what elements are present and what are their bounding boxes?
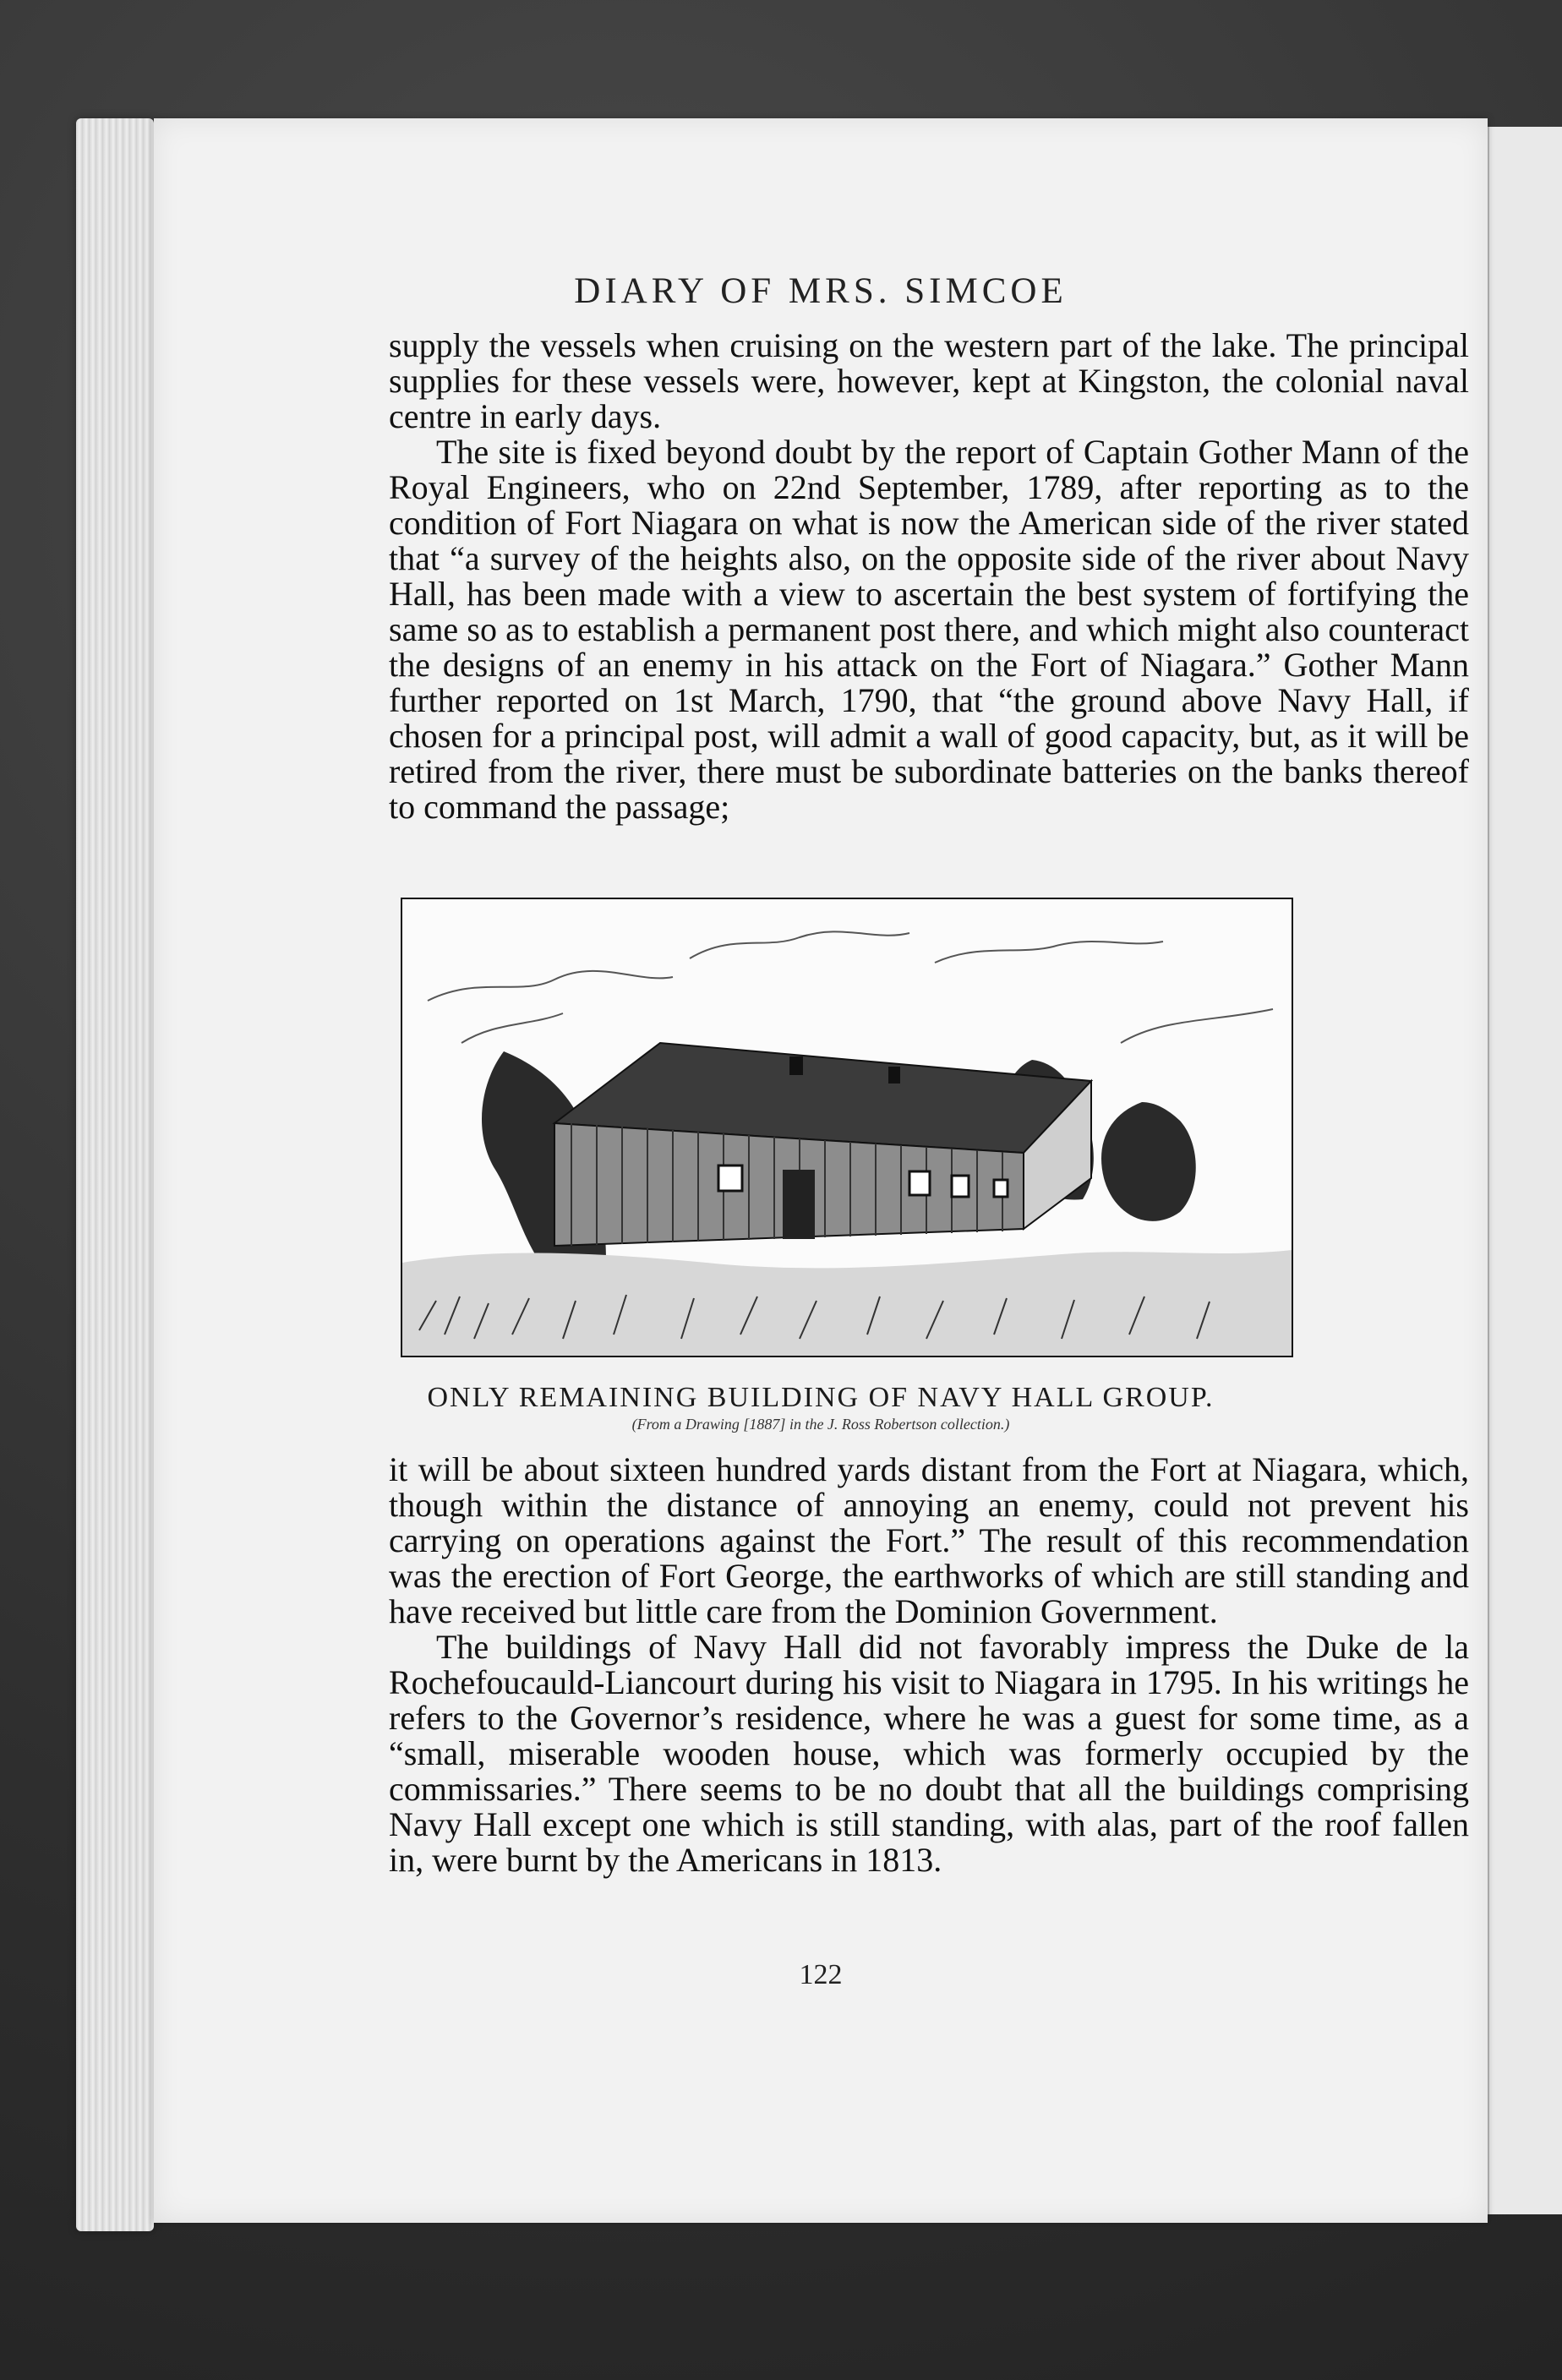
figure-caption: ONLY REMAINING BUILDING OF NAVY HALL GROUP. — [427, 1382, 1215, 1413]
facing-page-edge — [1488, 127, 1562, 2214]
book-page — [154, 118, 1488, 2223]
illustration-navy-hall — [401, 898, 1293, 1357]
text-block-top — [389, 328, 1469, 825]
page-number: 122 — [799, 1959, 843, 1990]
text-block-bottom — [389, 1452, 1469, 1878]
running-head: DIARY OF MRS. SIMCOE — [574, 271, 1068, 311]
paragraph: supply the vessels when cruising on the western part of the lake. The principal supplies for these vessels were, however, kept at Kingston, the colonial naval centre in early days. — [389, 326, 1469, 435]
paragraph: The site is fixed beyond doubt by the report of Captain Gother Mann of the Royal Engineers, who on 22nd September, 1789, after reporting as to the condition of Fort Niagara on what is now the American side of the river stated that “a survey of the heights also, on the opposite side of the river about Navy Hall, has been made with a view to ascertain the best system of fortifying the same so as to establish a permanent post there, and which might also counteract the designs of an enemy in his attack on the Fort of Niagara.” Gother Mann further reported on 1st March, 1790, that “the ground above Navy Hall, if chosen for a principal post, will admit a wall of good capacity, but, as it will be retired from the river, there must be subordinate batteries on the banks thereof to command the passage; — [389, 433, 1469, 826]
book-page-edges — [76, 118, 154, 2231]
paragraph: it will be about sixteen hundred yards distant from the Fort at Niagara, which, though within the distance of annoying an enemy, could not prevent his carrying on operations against the Fort.” The result of this recommendation was the erection of Fort George, the earthworks of which are still standing and have received but little care from the Dominion Government. — [389, 1450, 1469, 1630]
figure-credit: (From a Drawing [1887] in the J. Ross Robertson collection.) — [631, 1416, 1010, 1433]
paragraph: The buildings of Navy Hall did not favorably impress the Duke de la Rochefoucauld-Liancourt during his visit to Niagara in 1795. In his writings he refers to the Governor’s residence, where he was a guest for some time, as a “small, miserable wooden house, which was formerly occupied by the commissaries.” There seems to be no doubt that all the buildings comprising Navy Hall except one which is still standing, with alas, part of the roof fallen in, were burnt by the Americans in 1813. — [389, 1628, 1469, 1879]
building-drawing — [402, 899, 1292, 1356]
